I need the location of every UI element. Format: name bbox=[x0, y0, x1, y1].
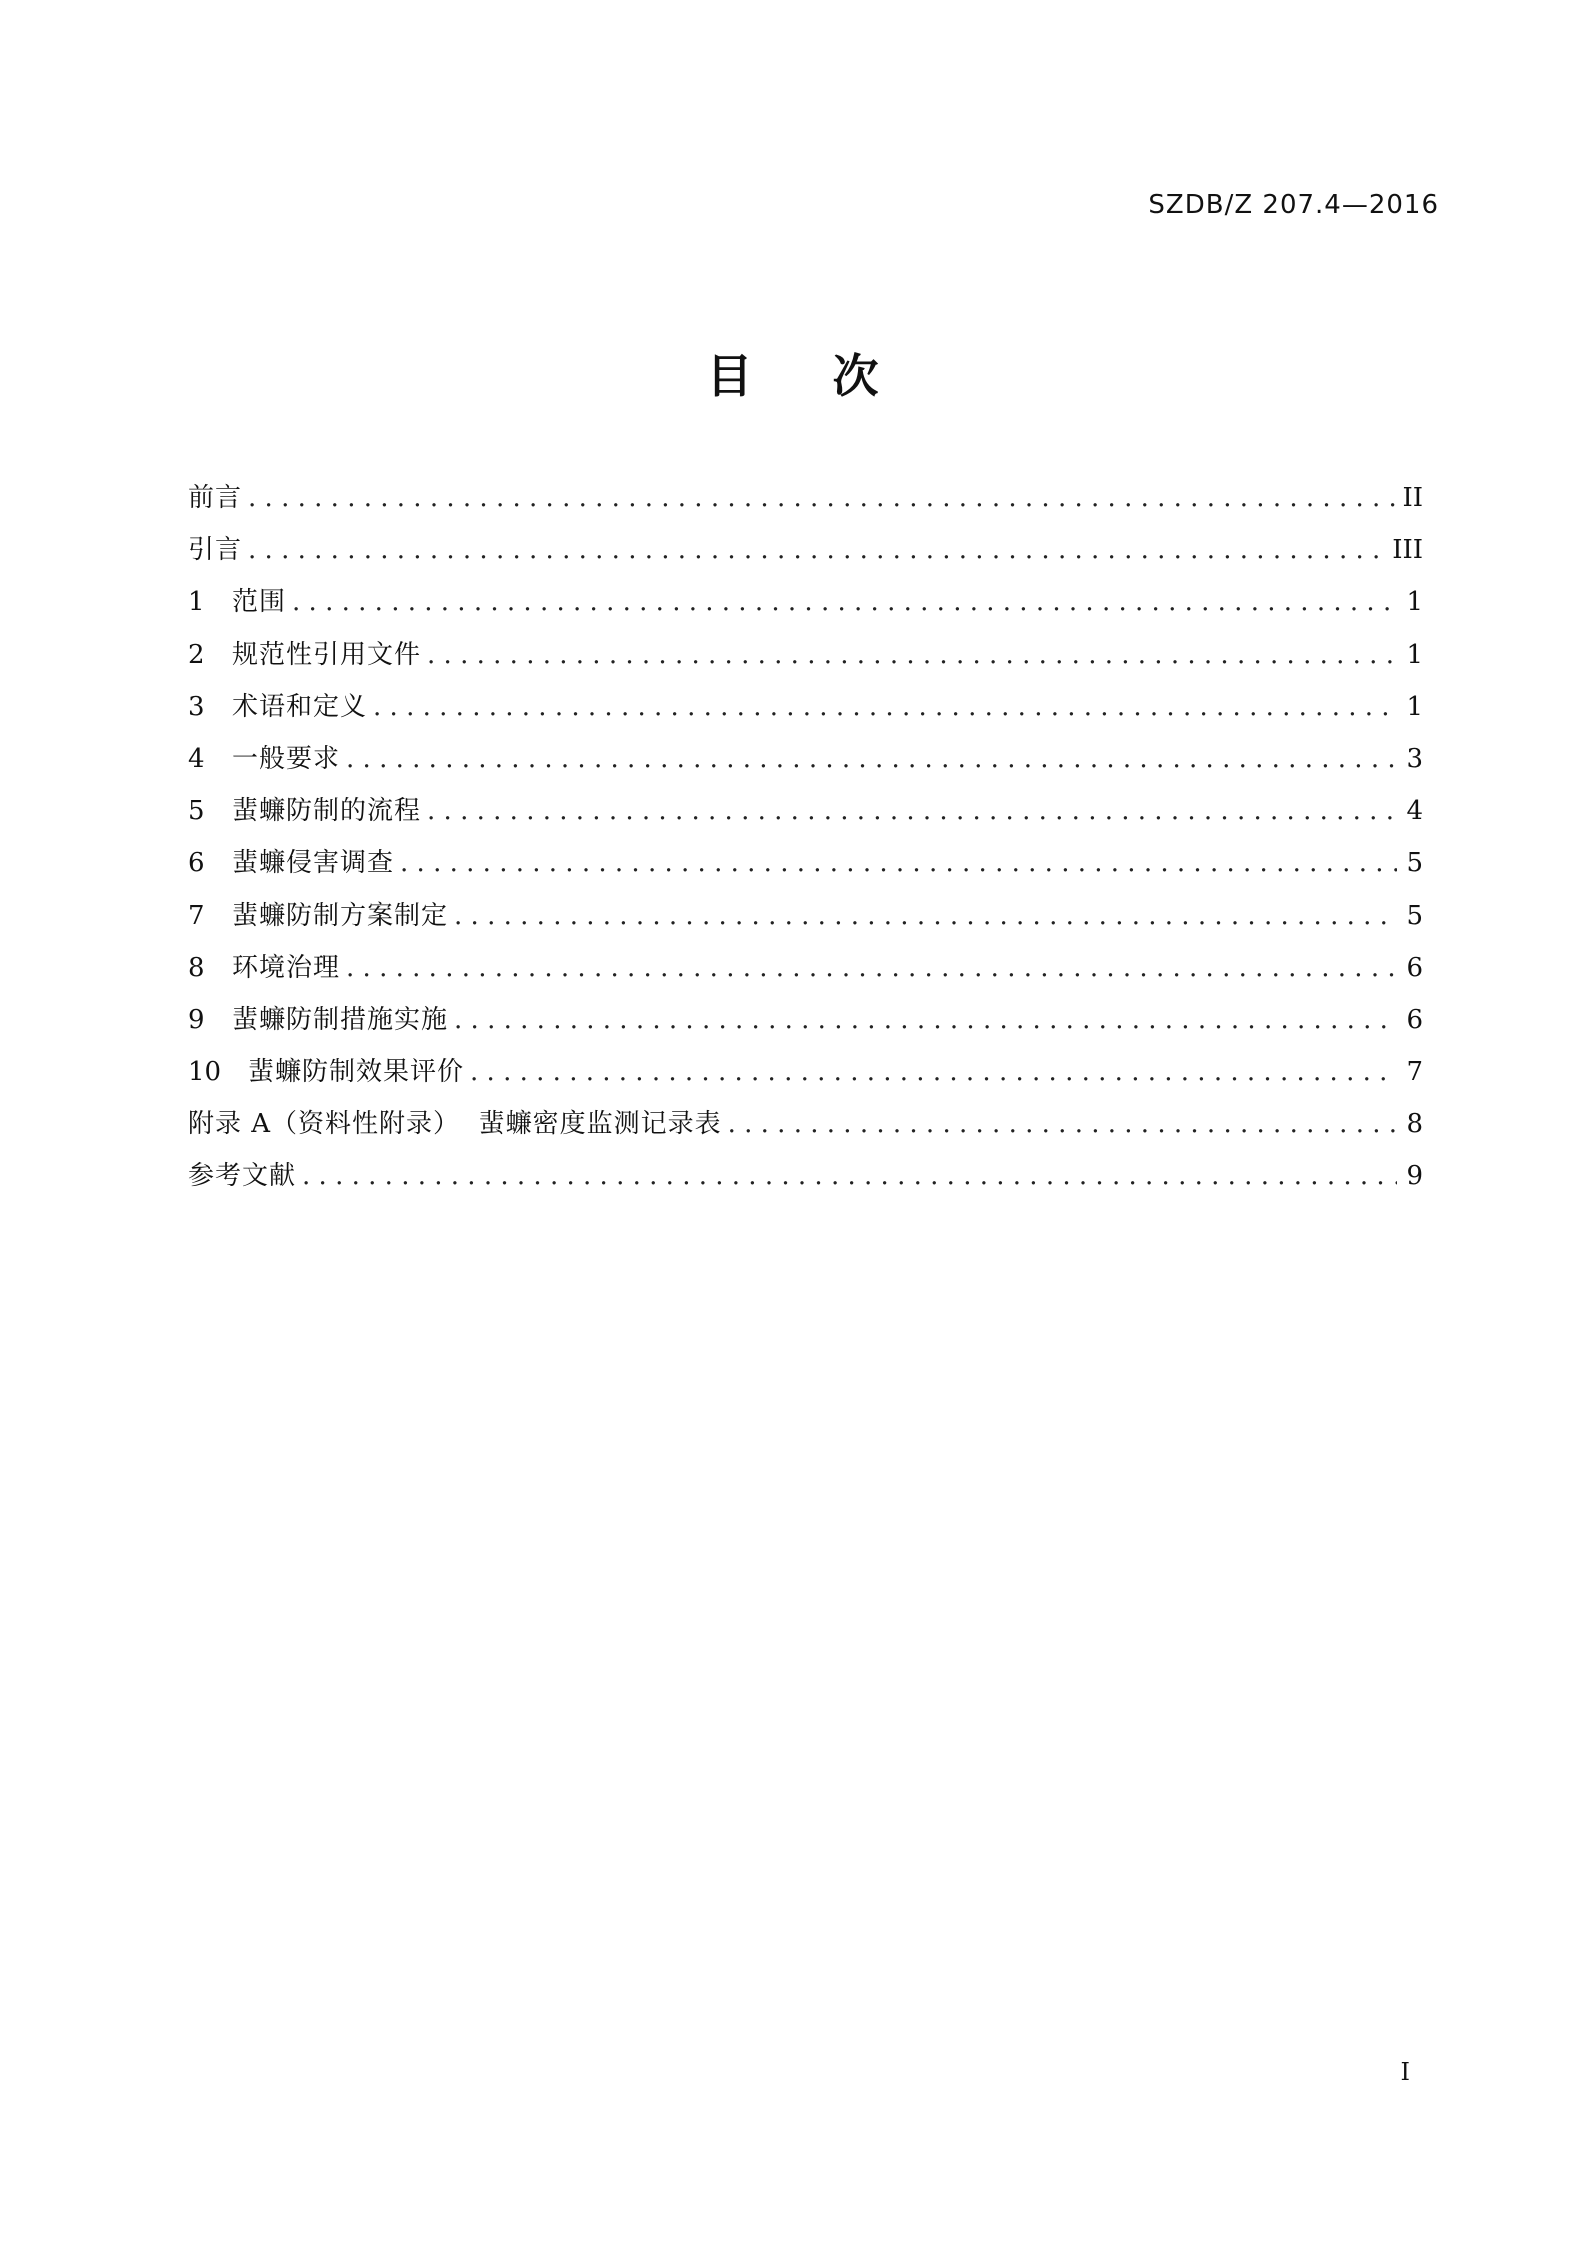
toc-entry-label: 蜚蠊防制措施实施 bbox=[232, 1004, 449, 1035]
toc-leader-dots bbox=[248, 524, 1386, 576]
toc-leader-dots bbox=[454, 890, 1397, 942]
toc-entry-label: 环境治理 bbox=[232, 952, 341, 983]
toc-entry-number: 7 bbox=[188, 900, 205, 931]
toc-entry-number: 3 bbox=[188, 691, 205, 722]
toc-entry-normative-references[interactable] bbox=[188, 629, 1423, 681]
toc-entry-page: 1 bbox=[1406, 587, 1423, 618]
toc-entry-page: 1 bbox=[1406, 691, 1423, 722]
toc-entry-number: 4 bbox=[188, 743, 205, 774]
toc-entry-page: 4 bbox=[1406, 796, 1423, 827]
toc-entry-number: 8 bbox=[188, 952, 205, 983]
toc-entry-page: 5 bbox=[1406, 900, 1423, 931]
toc-entry-page: 3 bbox=[1406, 743, 1423, 774]
toc-entry-page: III bbox=[1392, 535, 1423, 566]
toc-entry-label: 引言 bbox=[188, 535, 243, 566]
toc-entry-page: 7 bbox=[1406, 1057, 1423, 1088]
toc-entry-page: 1 bbox=[1406, 639, 1423, 670]
toc-leader-dots bbox=[248, 472, 1396, 524]
toc-leader-dots bbox=[470, 1046, 1397, 1098]
toc-entry-label: 规范性引用文件 bbox=[232, 639, 422, 670]
toc-leader-dots bbox=[373, 681, 1397, 733]
toc-entry-bibliography[interactable] bbox=[188, 1150, 1423, 1202]
toc-entry-label: 前言 bbox=[188, 483, 243, 513]
toc-entry-label: 附录 A（资料性附录） 蜚蠊密度监测记录表 bbox=[188, 1109, 722, 1140]
toc-entry-appendix-a[interactable] bbox=[188, 1098, 1423, 1150]
toc-list bbox=[188, 472, 1423, 1203]
toc-entry-label: 蜚蠊防制方案制定 bbox=[232, 900, 449, 931]
toc-leader-dots bbox=[302, 1150, 1397, 1202]
toc-entry-label: 蜚蠊侵害调查 bbox=[232, 848, 395, 879]
toc-entry-label: 蜚蠊防制效果评价 bbox=[248, 1057, 465, 1088]
toc-leader-dots bbox=[728, 1098, 1397, 1150]
toc-entry-control-implementation[interactable] bbox=[188, 994, 1423, 1046]
toc-leader-dots bbox=[427, 785, 1397, 837]
toc-entry-foreword[interactable] bbox=[188, 472, 1423, 524]
toc-leader-dots bbox=[292, 576, 1397, 628]
toc-entry-label: 蜚蠊防制的流程 bbox=[232, 796, 422, 827]
document-code: SZDB/Z 207.4—2016 bbox=[1148, 190, 1439, 220]
toc-entry-general-requirements[interactable] bbox=[188, 733, 1423, 785]
toc-entry-label: 术语和定义 bbox=[232, 691, 368, 722]
toc-entry-label: 一般要求 bbox=[232, 743, 341, 774]
toc-title-part1: 目 bbox=[706, 349, 755, 403]
toc-entry-effect-evaluation[interactable] bbox=[188, 1046, 1423, 1098]
toc-entry-number: 5 bbox=[188, 796, 205, 827]
page-number: I bbox=[1400, 2058, 1410, 2086]
toc-title-part2: 次 bbox=[832, 349, 881, 403]
toc-entry-page: 6 bbox=[1406, 1004, 1423, 1035]
toc-entry-environment-management[interactable] bbox=[188, 942, 1423, 994]
toc-entry-page: 9 bbox=[1406, 1161, 1423, 1192]
toc-leader-dots bbox=[346, 733, 1397, 785]
toc-leader-dots bbox=[427, 629, 1397, 681]
toc-entry-page: II bbox=[1402, 483, 1423, 513]
toc-entry-control-plan[interactable] bbox=[188, 890, 1423, 942]
toc-leader-dots bbox=[400, 837, 1397, 889]
toc-entry-page: 5 bbox=[1406, 848, 1423, 879]
toc-entry-infestation-survey[interactable] bbox=[188, 837, 1423, 889]
toc-entry-scope[interactable] bbox=[188, 576, 1423, 628]
toc-entry-number: 9 bbox=[188, 1004, 205, 1035]
toc-entry-number: 1 bbox=[188, 587, 205, 618]
toc-entry-number: 6 bbox=[188, 848, 205, 879]
toc-title bbox=[0, 340, 1587, 406]
toc-entry-label: 参考文献 bbox=[188, 1161, 297, 1192]
toc-entry-number: 2 bbox=[188, 639, 205, 670]
toc-entry-page: 6 bbox=[1406, 952, 1423, 983]
toc-entry-introduction[interactable] bbox=[188, 524, 1423, 576]
toc-entry-terms-definitions[interactable] bbox=[188, 681, 1423, 733]
toc-entry-page: 8 bbox=[1406, 1109, 1423, 1140]
toc-leader-dots bbox=[454, 994, 1397, 1046]
toc-leader-dots bbox=[346, 942, 1397, 994]
toc-entry-label: 范围 bbox=[232, 587, 287, 618]
toc-entry-control-process[interactable] bbox=[188, 785, 1423, 837]
toc-entry-number: 10 bbox=[188, 1057, 222, 1088]
